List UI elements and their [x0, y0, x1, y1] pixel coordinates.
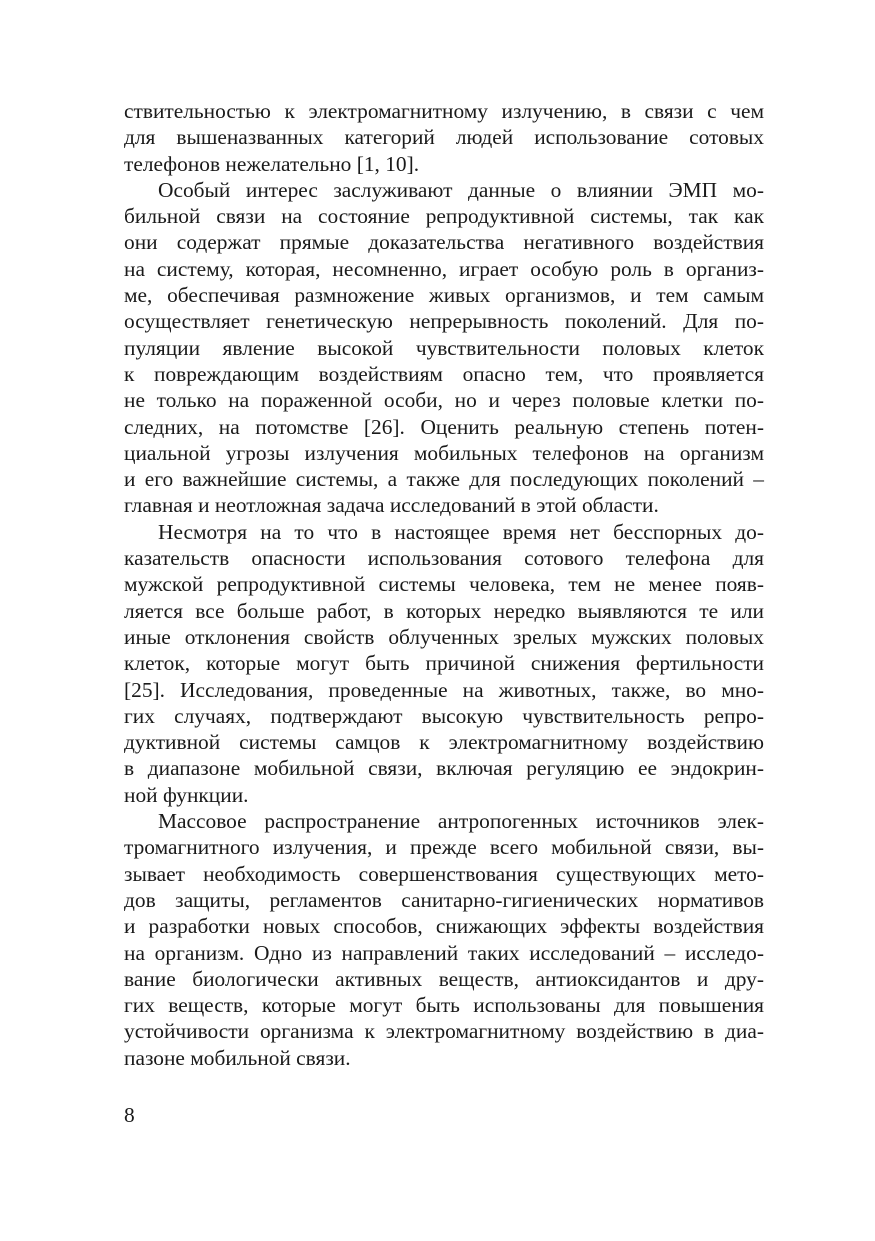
text-line: для вышеназванных категорий людей использование сотовых: [124, 125, 764, 150]
text-line: телефонов нежелательно [1, 10].: [124, 151, 420, 176]
text-line: в диапазоне мобильной связи, включая регуляцию ее эндокрин-: [124, 756, 764, 781]
text-line: пазоне мобильной связи.: [124, 1045, 351, 1070]
text-line: главная и неотложная задача исследований в этой области.: [124, 493, 659, 518]
text-line: бильной связи на состояние репродуктивной системы, так как: [124, 204, 764, 229]
paragraph: [124, 177, 764, 519]
text-line: казательств опасности использования сотового телефона для: [124, 546, 764, 571]
text-line: и его важнейшие системы, а также для последующих поколений –: [124, 467, 764, 492]
text-line: осуществляет генетическую непрерывность поколений. Для по-: [124, 309, 764, 334]
text-line: гих случаях, подтверждают высокую чувствительность репро-: [124, 703, 764, 728]
text-line: устойчивости организма к электромагнитному воздействию в диа-: [124, 1019, 764, 1044]
text-line: следних, на потомстве [26]. Оценить реальную степень потен-: [124, 414, 764, 439]
paragraph: [124, 808, 764, 1071]
text-line: ляется все больше работ, в которых нередко выявляются те или: [124, 598, 764, 623]
text-line: гих веществ, которые могут быть использованы для повышения: [124, 993, 764, 1018]
paragraph: [124, 98, 764, 177]
text-line: вание биологически активных веществ, антиоксидантов и дру-: [124, 966, 764, 991]
text-line: циальной угрозы излучения мобильных телефонов на организм: [124, 440, 764, 465]
text-line: дуктивной системы самцов к электромагнитному воздействию: [124, 730, 764, 755]
text-line: иные отклонения свойств облученных зрелых мужских половых: [124, 624, 764, 649]
text-line: ме, обеспечивая размножение живых организмов, и тем самым: [124, 283, 764, 308]
text-line: [25]. Исследования, проведенные на животных, также, во мно-: [124, 677, 764, 702]
paragraph: [124, 519, 764, 808]
text-line: пуляции явление высокой чувствительности половых клеток: [124, 335, 764, 360]
text-line: на организм. Одно из направлений таких исследований – исследо-: [124, 940, 764, 965]
text-line: Массовое распространение антропогенных источников элек-: [158, 809, 764, 834]
text-line: к повреждающим воздействиям опасно тем, что проявляется: [124, 361, 764, 386]
text-line: Особый интерес заслуживают данные о влиянии ЭМП мо-: [158, 177, 764, 202]
text-line: не только на пораженной особи, но и через половые клетки по-: [124, 388, 764, 413]
text-line: на систему, которая, несомненно, играет особую роль в организ-: [124, 256, 764, 281]
text-line: дов защиты, регламентов санитарно-гигиенических нормативов: [124, 887, 764, 912]
body-text: [124, 98, 764, 1071]
text-line: мужской репродуктивной системы человека, тем не менее появ-: [124, 572, 764, 597]
text-line: они содержат прямые доказательства негативного воздействия: [124, 230, 764, 255]
text-line: клеток, которые могут быть причиной снижения фертильности: [124, 651, 764, 676]
text-line: тромагнитного излучения, и прежде всего мобильной связи, вы-: [124, 835, 764, 860]
text-line: зывает необходимость совершенствования существующих мето-: [124, 861, 764, 886]
text-line: и разработки новых способов, снижающих эффекты воздействия: [124, 914, 764, 939]
text-line: Несмотря на то что в настоящее время нет бесспорных до-: [158, 519, 764, 544]
page-number: 8: [124, 1103, 135, 1127]
text-line: ной функции.: [124, 782, 249, 807]
text-line: ствительностью к электромагнитному излучению, в связи с чем: [124, 99, 764, 123]
